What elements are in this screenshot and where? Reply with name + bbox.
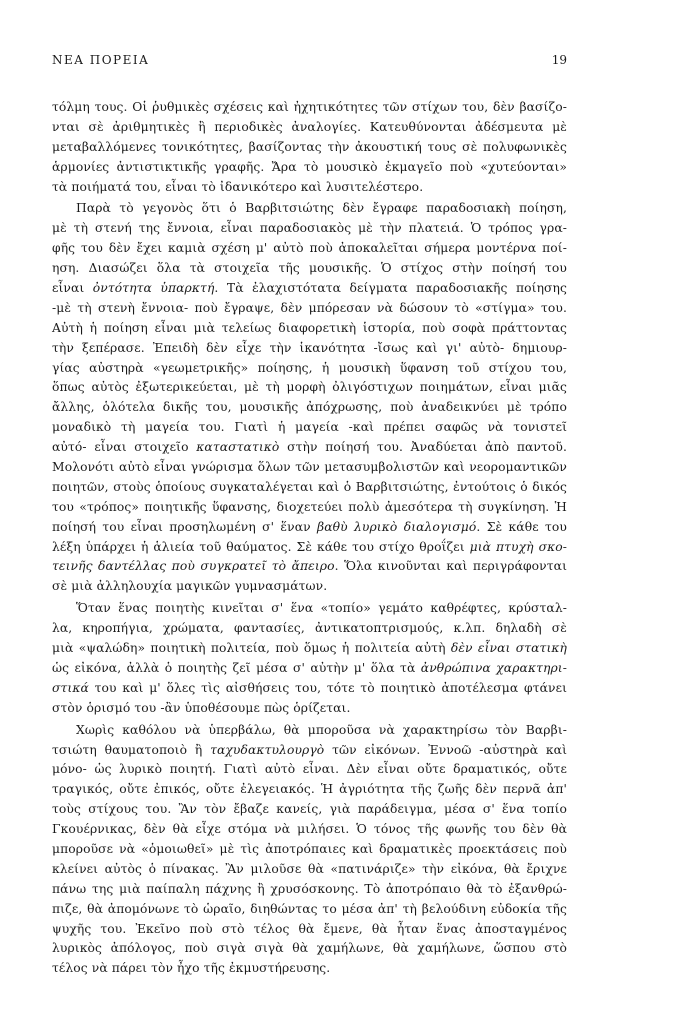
italic-text: τεινῆς δαντέλλας ποὺ συγκρατεῖ τὸ ἄπειρο bbox=[52, 559, 335, 574]
text-line bbox=[52, 900, 567, 920]
italic-text: ταχυδακτυλουργὸ bbox=[210, 742, 325, 757]
text-run: μὲ τὴ στενή της ἔννοια, εἶναι παραδοσιακὸς μὲ τὴν πλατειά. Ὁ τρόπος γρα- bbox=[52, 221, 567, 236]
italic-text: δὲν εἶναι στατικὴ bbox=[450, 641, 567, 656]
text-run: Χωρὶς καθόλου νὰ ὑπερβάλω, θὰ μποροῦσα νὰ χαρακτηρίσω τὸν Βαρβι- bbox=[76, 722, 567, 737]
running-header bbox=[52, 53, 567, 69]
text-line bbox=[52, 639, 567, 659]
text-run: ποιητῶν, στοὺς ὁποίους συγκαταλέγεται καὶ ὁ Βαρβιτσιώτης, ἐντούτοις ὁ δικός bbox=[52, 479, 567, 494]
text-line bbox=[52, 741, 567, 761]
text-line bbox=[52, 518, 567, 538]
text-run: του καὶ μ' ὅλες τὶς αἰσθήσεις του, τότε τὸ ποιητικὸ ἀποτέλεσμα φτάνει bbox=[88, 680, 567, 695]
text-line bbox=[52, 239, 567, 259]
text-line bbox=[52, 158, 567, 178]
text-line bbox=[52, 659, 567, 679]
text-line bbox=[52, 458, 567, 478]
text-line bbox=[52, 259, 567, 279]
text-run: τὴν ξεπέρασε. Ἐπειδὴ δὲν εἶχε τὴν ἱκανότητα -ἴσως καὶ γι' αὐτὸ- δημιουρ- bbox=[52, 340, 567, 355]
text-run: Μολονότι αὐτὸ εἶναι γνώρισμα ὅλων τῶν μετασυμβολιστῶν καὶ νεορομαντικῶν bbox=[52, 460, 567, 475]
paragraph bbox=[52, 98, 567, 197]
text-run: λα, κηροπήγια, χρώματα, φαντασίες, ἀντικατοπτρισμούς, κ.λπ. δηλαδὴ σὲ bbox=[52, 621, 567, 636]
text-run: Παρὰ τὸ γεγονὸς ὅτι ὁ Βαρβιτσιώτης δὲν ἔγραφε παραδοσιακὴ ποίηση, bbox=[76, 201, 567, 216]
text-run: νται σὲ ἀριθμητικὲς ἢ περιοδικὲς ἀναλογίες. Κατευθύνονται ἀδέσμευτα μὲ bbox=[52, 119, 567, 134]
text-run: αὐτό- εἶναι στοιχεῖο bbox=[52, 440, 197, 455]
text-line bbox=[52, 199, 567, 219]
italic-text: καταστατικὸ bbox=[196, 440, 280, 455]
text-run: μιὰ «ψαλώδη» ποιητικὴ πολιτεία, ποὺ ὅμως ἡ πολιτεία αὐτὴ bbox=[52, 641, 451, 656]
text-run: ἄλλης, ὁλότελα δικῆς του, μουσικῆς ἀπόχρωσης, ποὺ ἀναδεικνύει μὲ τρόπο bbox=[52, 400, 567, 415]
italic-text: ὀντότητα ὑπαρκτή bbox=[92, 281, 215, 296]
text-line bbox=[52, 319, 567, 339]
text-run: . Σὲ κάθε του bbox=[476, 519, 567, 534]
text-run: . Ὅλα κινοῦνται καὶ περιγράφονται bbox=[334, 559, 567, 574]
text-line bbox=[52, 760, 567, 780]
text-run: . Τὰ ἐλαχιστότατα δείγματα παραδοσιακῆς ποίησης bbox=[214, 281, 567, 296]
text-line bbox=[52, 438, 567, 458]
text-line bbox=[52, 219, 567, 239]
text-line bbox=[52, 398, 567, 418]
italic-text: μιὰ πτυχὴ σκο- bbox=[469, 539, 567, 554]
text-line bbox=[52, 279, 567, 299]
text-run: τέλος νὰ πάρει τὸν ἦχο τῆς ἐκμυστήρευσης. bbox=[52, 961, 331, 976]
text-run: μεταβαλλόμενες τονικότητες, βασίζοντας τὴν ἀκουστική τους σὲ πολυφωνικὲς bbox=[52, 139, 567, 154]
text-line bbox=[52, 619, 567, 639]
text-run: φῆς του δὲν ἔχει καμιὰ σχέση μ' αὐτὸ ποὺ ἀποκαλεῖται σήμερα μοντέρνα ποί- bbox=[52, 241, 567, 256]
text-run: κλείνει αὐτὸς ὁ πίνακας. Ἂν μιλοῦσε θὰ «πατινάριζε» τὴν εἰκόνα, θὰ ἔριχνε bbox=[52, 861, 567, 876]
book-page bbox=[52, 0, 567, 1024]
text-run: ηση. Διασώζει ὅλα τὰ στοιχεῖα τῆς μουσικῆς. Ὁ στίχος στὴν ποίησή του bbox=[52, 261, 567, 276]
text-run: -μὲ τὴ στενὴ ἔννοια- ποὺ ἔγραψε, δὲν μπόρεσαν νὰ δώσουν τὸ «στίγμα» του. bbox=[52, 300, 567, 315]
text-run: του «τρόπος» ποιητικῆς ὕφανσης, διοχετεύει πολὺ ἀμεσότερα τὴ συγκίνηση. Ἡ bbox=[52, 499, 567, 514]
text-line bbox=[52, 498, 567, 518]
text-line bbox=[52, 98, 567, 118]
text-line bbox=[52, 820, 567, 840]
text-run: πάνω της μιὰ παίπαλη πάχνης ἢ χρυσόσκονης. Τὸ ἀποτρόπαιο θὰ τὸ ἐξανθρώ- bbox=[52, 881, 567, 896]
text-line bbox=[52, 699, 567, 719]
text-line bbox=[52, 138, 567, 158]
italic-text: ἀνθρώπινα χαρακτηρι- bbox=[420, 660, 567, 675]
paragraph bbox=[52, 199, 567, 597]
text-run: ψυχῆς του. Ἐκεῖνο ποὺ στὸ τέλος θὰ ἔμενε, θὰ ἦταν ἕνας ἀποσταγμένος bbox=[52, 921, 567, 936]
text-line bbox=[52, 679, 567, 699]
text-line bbox=[52, 860, 567, 880]
text-run: ἁρμονίες ἀντιστικτικῆς γραφῆς. Ἄρα τὸ μουσικὸ ἐκμαγεῖο ποὺ «χυτεύονται» bbox=[52, 159, 567, 174]
text-run: σὲ μιὰ ἀλληλουχία μαγικῶν γυμνασμάτων. bbox=[52, 579, 328, 594]
text-line bbox=[52, 557, 567, 577]
text-run: πιζε, θὰ ἀπομόνωνε τὸ ὡραῖο, διηθώντας το μέσα ἀπ' τὴ βελούδινη εὐδοκία τῆς bbox=[52, 901, 567, 916]
text-line bbox=[52, 418, 567, 438]
text-line bbox=[52, 538, 567, 558]
text-line bbox=[52, 920, 567, 940]
text-run: τὰ ποιήματά του, εἶναι τὸ ἰδανικότερο καὶ λυσιτελέστερο. bbox=[52, 179, 424, 194]
text-line bbox=[52, 599, 567, 619]
page-number: 19 bbox=[551, 53, 567, 67]
text-line bbox=[52, 478, 567, 498]
text-run: ὅπως αὐτὸς ἐξωτερικεύεται, μὲ τὴ μορφὴ ὀλιγόστιχων ποιημάτων, εἶναι μιᾶς bbox=[52, 380, 567, 395]
text-line bbox=[52, 359, 567, 379]
text-line bbox=[52, 299, 567, 319]
text-line bbox=[52, 880, 567, 900]
italic-text: στικά bbox=[52, 680, 89, 695]
text-line bbox=[52, 577, 567, 597]
text-run: λέξη ὑπάρχει ἡ ἁλιεία τοῦ θαύματος. Σὲ κάθε του στίχο θροΐζει bbox=[52, 539, 470, 554]
text-run: στὸν ὁρισμό του -ἂν ὑποθέσουμε πὼς ὁρίζεται. bbox=[52, 700, 351, 715]
text-run: Ὅταν ἕνας ποιητὴς κινεῖται σ' ἕνα «τοπίο» γεμάτο καθρέφτες, κρύσταλ- bbox=[76, 601, 567, 616]
text-run: γίας αὐστηρὰ «γεωμετρικῆς» ποίησης, ἡ μουσικὴ ὕφανση τοῦ στίχου του, bbox=[52, 360, 567, 375]
text-line bbox=[52, 840, 567, 860]
running-title: ΝΕΑ ΠΟΡΕΙΑ bbox=[52, 53, 150, 67]
text-run: στὴν ποίησή του. Ἀναδύεται ἀπὸ παντοῦ. bbox=[279, 440, 567, 455]
text-line bbox=[52, 339, 567, 359]
text-run: λυρικὸς ἀπόλογος, ποὺ σιγὰ σιγὰ θὰ χαμήλωνε, θὰ χαμήλωνε, ὥσπου στὸ bbox=[52, 941, 567, 956]
text-run: Αὐτὴ ἡ ποίηση εἶναι μιὰ τελείως διαφορετικὴ ἱστορία, ποὺ σοφὰ πράττοντας bbox=[52, 320, 567, 335]
text-run: τόλμη τους. Οἱ ῥυθμικὲς σχέσεις καὶ ἠχητικότητες τῶν στίχων του, δὲν βασίζο- bbox=[52, 100, 567, 114]
text-line bbox=[52, 959, 567, 979]
text-line bbox=[52, 800, 567, 820]
text-line bbox=[52, 721, 567, 741]
text-line bbox=[52, 118, 567, 138]
text-line bbox=[52, 378, 567, 398]
text-line bbox=[52, 178, 567, 198]
text-run: μοναδικὸ τὴ μαγεία του. Γιατὶ ἡ μαγεία -καὶ πρέπει σαφῶς νὰ τονιστεῖ bbox=[52, 420, 567, 435]
text-run: εἶναι bbox=[52, 281, 93, 296]
text-line bbox=[52, 780, 567, 800]
text-run: τσιώτη θαυματοποιὸ ἢ bbox=[52, 742, 211, 757]
text-run: Γκουέρνικας, δὲν θὰ εἶχε στόμα νὰ μιλήσει. Ὁ τόνος τῆς φωνῆς του δὲν θὰ bbox=[52, 822, 567, 837]
text-run: τοὺς στίχους του. Ἂν τὸν ἔβαζε κανείς, γιὰ παράδειγμα, μέσα σ' ἕνα τοπίο bbox=[52, 802, 567, 817]
paragraph bbox=[52, 599, 567, 718]
text-run: μόνο- ὡς λυρικὸ ποιητή. Γιατὶ αὐτὸ εἶναι. Δὲν εἶναι οὔτε δραματικός, οὔτε bbox=[52, 762, 567, 777]
text-run: τῶν εἰκόνων. Ἐννοῶ -αὐστηρὰ καὶ bbox=[324, 742, 567, 757]
paragraph bbox=[52, 721, 567, 980]
body-text bbox=[52, 98, 567, 979]
text-line bbox=[52, 939, 567, 959]
text-run: ὡς εἰκόνα, ἀλλὰ ὁ ποιητὴς ζεῖ μέσα σ' αὐτὴν μ' ὅλα τὰ bbox=[52, 660, 421, 675]
text-run: ποίησή του εἶναι προσηλωμένη σ' ἕναν bbox=[52, 519, 317, 534]
text-run: μποροῦσε νὰ «ὁμοιωθεῖ» μὲ τὶς ἀποτρόπαιες καὶ δραματικὲς προεκτάσεις ποὺ bbox=[52, 841, 567, 856]
text-run: τραγικός, οὔτε ἐπικός, οὔτε ἐλεγειακός. Ἡ ἀγριότητα τῆς ζωῆς δὲν περνᾶ ἀπ' bbox=[52, 782, 567, 797]
italic-text: βαθὺ λυρικὸ διαλογισμό bbox=[317, 519, 477, 534]
